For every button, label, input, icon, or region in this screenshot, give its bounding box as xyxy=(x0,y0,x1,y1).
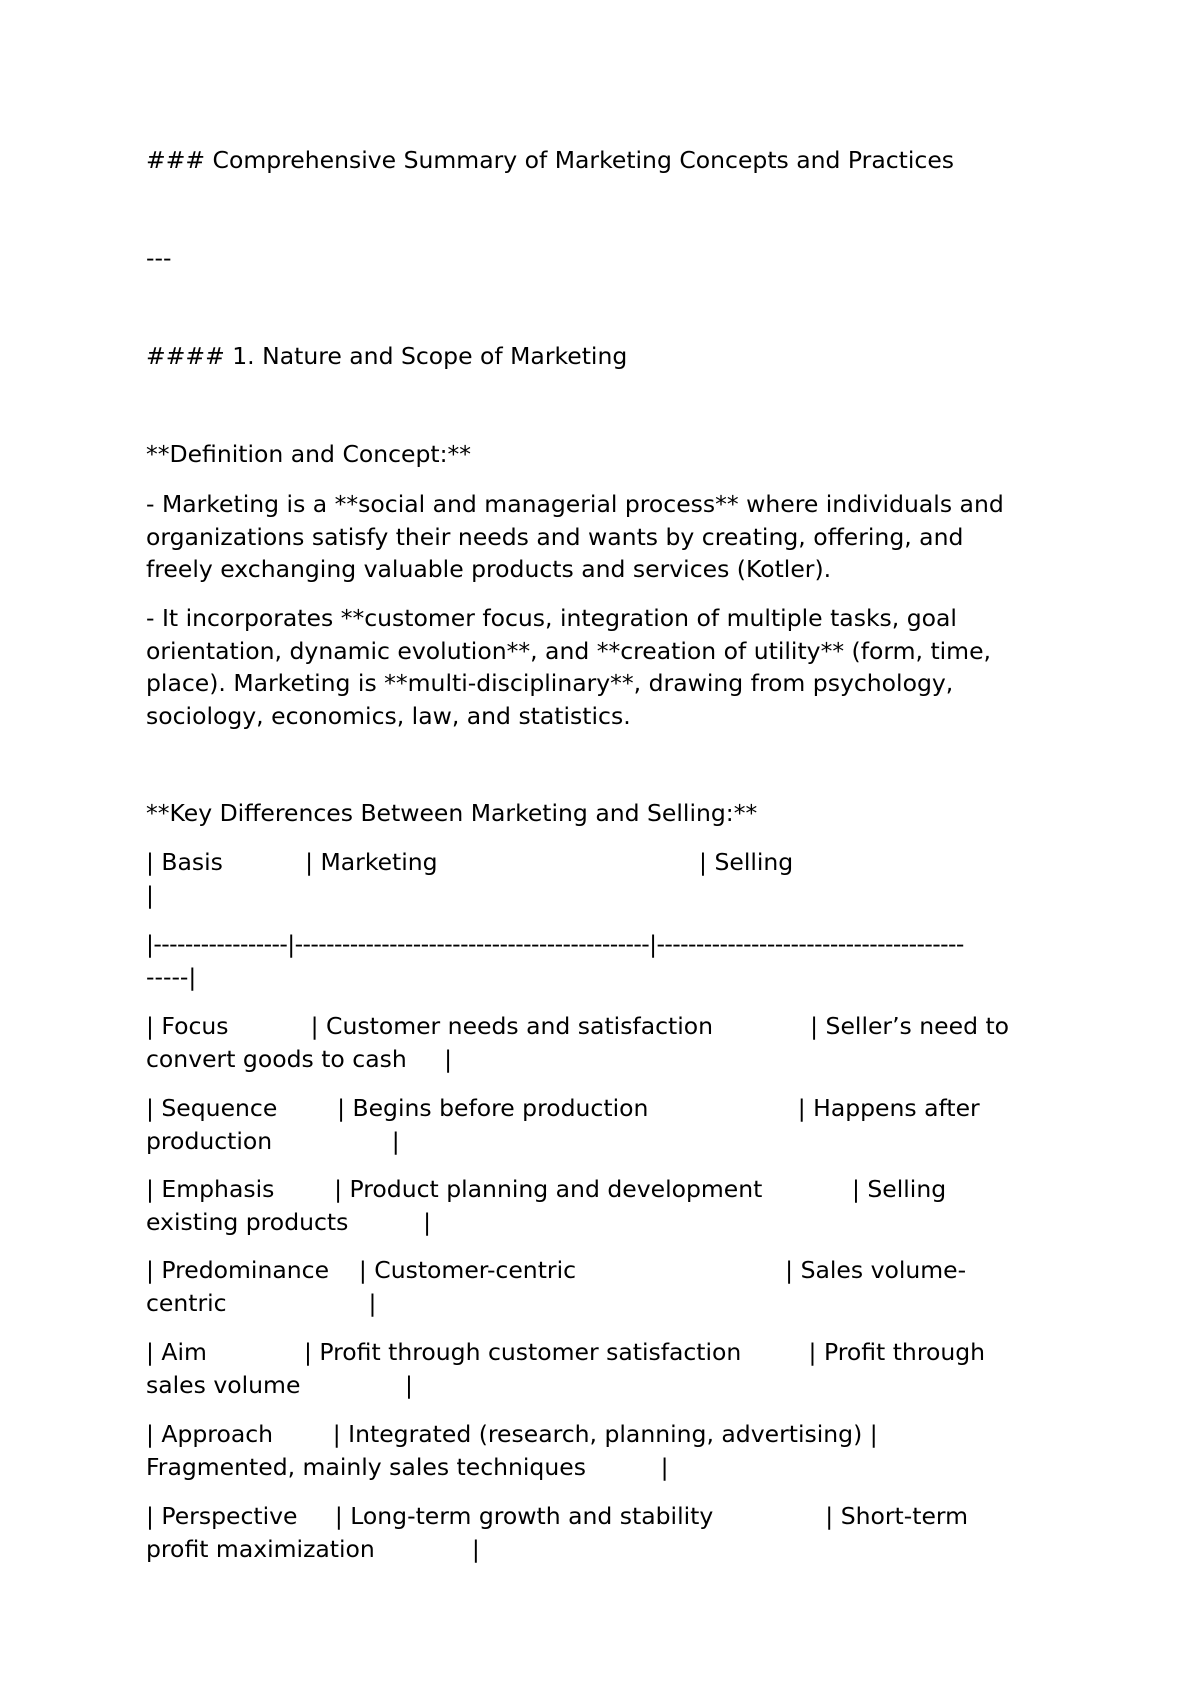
bullet-line: sociology, economics, law, and statistics. xyxy=(146,701,631,730)
bullet-line: orientation, dynamic evolution**, and **creation of utility** (form, time, xyxy=(146,636,992,665)
table-row-line: -----| xyxy=(146,962,197,991)
table-row-line: | Predominance | Customer-centric | Sales volume- xyxy=(146,1256,967,1284)
table-row-line: sales volume | xyxy=(146,1370,413,1399)
separator: --- xyxy=(146,244,172,272)
bullet-line: - It incorporates **customer focus, integration of multiple tasks, goal xyxy=(146,604,957,632)
table-row-line: | Perspective | Long-term growth and stability | Short-term xyxy=(146,1502,969,1530)
table-row-line: convert goods to cash | xyxy=(146,1044,452,1073)
table-row-line: profit maximization | xyxy=(146,1534,480,1563)
table-row-line: | xyxy=(146,880,154,909)
section-heading: #### 1. Nature and Scope of Marketing xyxy=(146,342,628,370)
bullet-line: - Marketing is a **social and managerial process** where individuals and xyxy=(146,490,1004,518)
table-row-line: existing products | xyxy=(146,1207,431,1236)
bullet-line: freely exchanging valuable products and services (Kotler). xyxy=(146,555,832,583)
table-row-line: | Basis | Marketing | Selling xyxy=(146,848,794,876)
bullet-line: place). Marketing is **multi-disciplinary**, drawing from psychology, xyxy=(146,669,954,697)
table-row-line: Fragmented, mainly sales techniques | xyxy=(146,1452,669,1481)
definition-heading: **Definition and Concept:** xyxy=(146,440,472,468)
table-row-line: | Sequence | Begins before production | Happens after xyxy=(146,1094,980,1122)
table-row-line: centric | xyxy=(146,1288,377,1317)
table-row-line: | Focus | Customer needs and satisfaction | Seller’s need to xyxy=(146,1012,1010,1040)
table-row-line: |-----------------|---------------------------------------------|--------------------------------------- xyxy=(146,930,964,958)
differences-heading: **Key Differences Between Marketing and Selling:** xyxy=(146,799,758,827)
table-row-line: | Aim | Profit through customer satisfaction | Profit through xyxy=(146,1338,986,1366)
table-row-line: production | xyxy=(146,1126,400,1155)
table-row-line: | Emphasis | Product planning and development | Selling xyxy=(146,1175,947,1203)
document-title: ### Comprehensive Summary of Marketing Concepts and Practices xyxy=(146,146,955,174)
table-row-line: | Approach | Integrated (research, planning, advertising) | xyxy=(146,1420,878,1448)
bullet-line: organizations satisfy their needs and wants by creating, offering, and xyxy=(146,522,964,551)
